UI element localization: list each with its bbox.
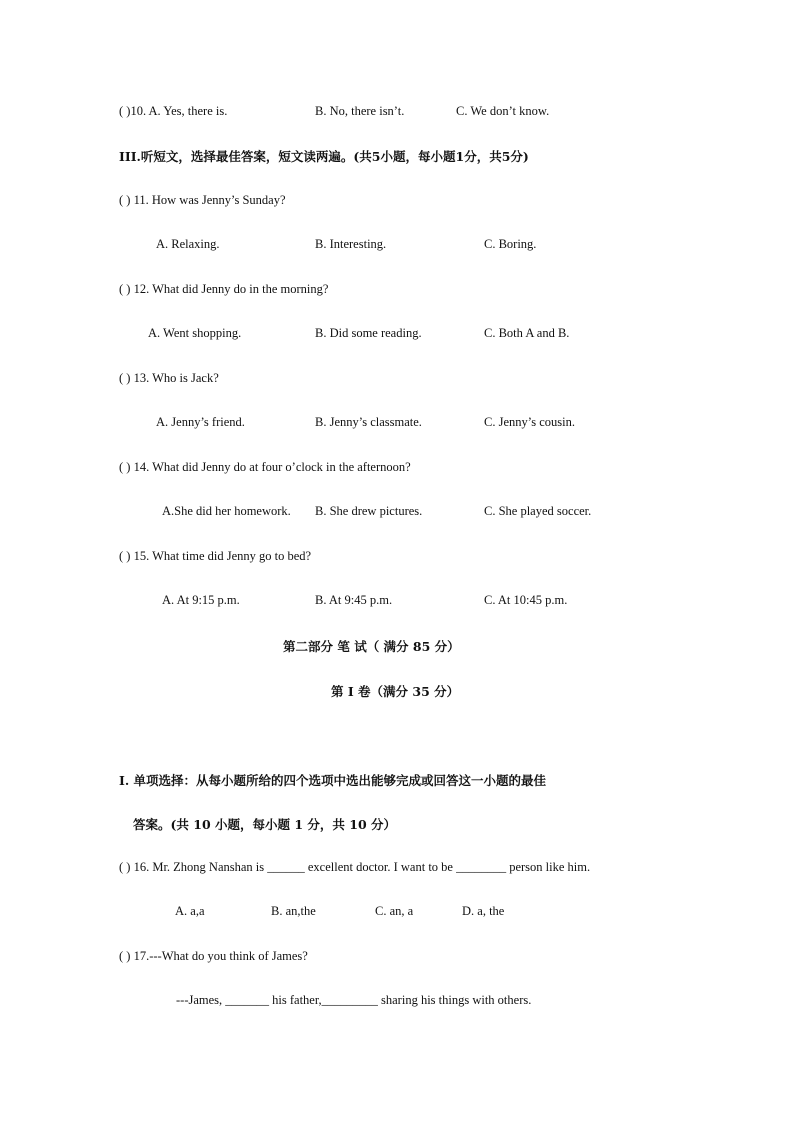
q10-option-c: C. We don’t know. [456, 104, 550, 118]
q17-line-2: ---James, _______ his father,_________ sharing his things with others. [176, 993, 532, 1007]
q13-stem: ( ) 13. Who is Jack? [119, 371, 219, 385]
q15-option-a: A. At 9:15 p.m. [162, 593, 240, 607]
q13-option-b: B. Jenny’s classmate. [315, 415, 422, 429]
volume-1-title: 第 I 卷（满分 35 分） [331, 684, 460, 699]
q14-stem: ( ) 14. What did Jenny do at four o’clock in the afternoon? [119, 460, 411, 474]
q11-option-b: B. Interesting. [315, 237, 387, 251]
q14-option-b: B. She drew pictures. [315, 504, 423, 518]
q14-option-a: A.She did her homework. [162, 504, 291, 518]
q10-stem: ( )10. A. Yes, there is. [119, 104, 228, 118]
q14-option-c: C. She played soccer. [484, 504, 592, 518]
q11-stem: ( ) 11. How was Jenny’s Sunday? [119, 193, 286, 207]
q12-option-b: B. Did some reading. [315, 326, 422, 340]
q12-stem: ( ) 12. What did Jenny do in the morning? [119, 282, 329, 296]
q16-stem: ( ) 16. Mr. Zhong Nanshan is ______ excellent doctor. I want to be ________ person like him. [119, 860, 591, 874]
q16-option-d: D. a, the [462, 904, 505, 918]
section-1-title-cont: 答案。(共 10 小题，每小题 1 分，共 10 分） [133, 817, 397, 832]
q15-option-c: C. At 10:45 p.m. [484, 593, 568, 607]
q15-stem: ( ) 15. What time did Jenny go to bed? [119, 549, 312, 563]
q12-option-a: A. Went shopping. [148, 326, 242, 340]
q10-option-b: B. No, there isn’t. [315, 104, 405, 118]
q11-option-c: C. Boring. [484, 237, 537, 251]
q17-stem: ( ) 17.---What do you think of James? [119, 949, 308, 963]
part-2-title: 第二部分 笔 试（ 满分 85 分） [283, 639, 460, 654]
q12-option-c: C. Both A and B. [484, 326, 570, 340]
q16-option-b: B. an,the [271, 904, 316, 918]
section-1-title: I. 单项选择：从每小题所给的四个选项中选出能够完成或回答这一小题的最佳 [119, 773, 547, 788]
section-3-title: III.听短文，选择最佳答案，短文读两遍。(共5小题，每小题1分，共5分) [119, 149, 529, 164]
q16-option-a: A. a,a [175, 904, 205, 918]
q13-option-c: C. Jenny’s cousin. [484, 415, 575, 429]
q13-option-a: A. Jenny’s friend. [156, 415, 245, 429]
q15-option-b: B. At 9:45 p.m. [315, 593, 393, 607]
q11-option-a: A. Relaxing. [156, 237, 220, 251]
q16-option-c: C. an, a [375, 904, 414, 918]
